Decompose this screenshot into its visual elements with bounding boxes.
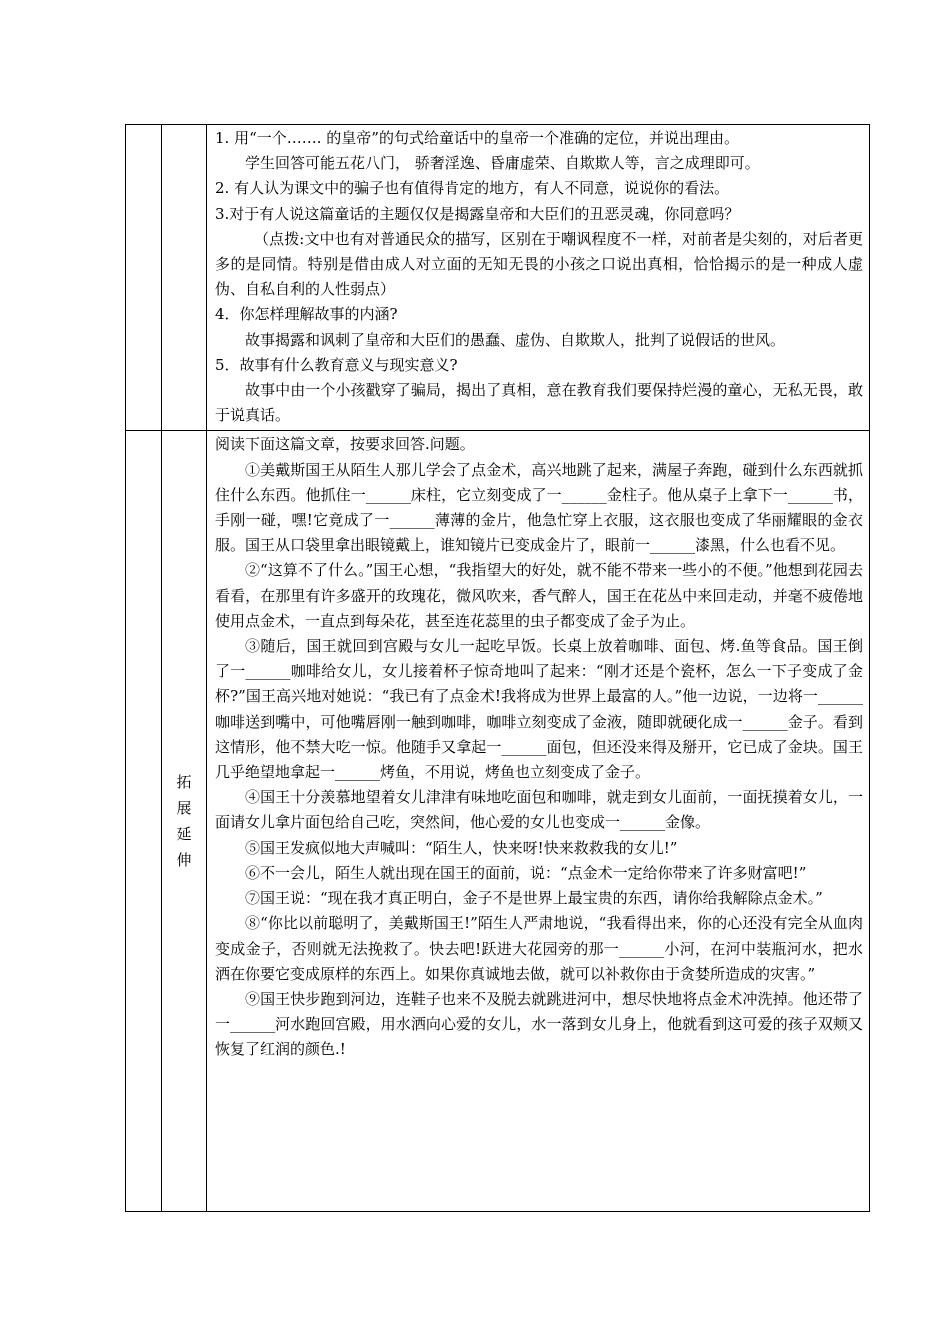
paragraph-8: ⑧“你比以前聪明了，美戴斯国王!”陌生人严肃地说，“我看得出来，你的心还没有完全从血肉变成金子，否则就无法挽救了。快去吧!跃进大花园旁的那一______小河，在河中装瓶河水，把水洒在你要它变成原样的东西上。如果你真诚地去做，就可以补救你由于贪婪所造成的灾害。” [215, 914, 863, 983]
reading-intro: 阅读下面这篇文章，按要求回答.问题。 [215, 435, 475, 454]
reading-cell [207, 431, 870, 1212]
question-2: 2. 有人认为课文中的骗子也有值得肯定的地方，有人不同意，说说你的看法。 [215, 179, 730, 198]
paragraph-9: ⑨国王快步跑到河边，连鞋子也来不及脱去就跳进河中，想尽快地将点金术冲洗掉。他还带了一______河水跑回宫殿，用水洒向心爱的女儿，水一落到女儿身上，他就看到这可爱的孩子双颊又恢复了红润的颜色.! [215, 989, 863, 1059]
section-label: 拓展延伸 [176, 773, 192, 870]
paragraph-2: ②“这算不了什么。”国王心想，“我指望大的好处，就不能不带来一些小的不便。”他想到花园去看看，在那里有许多盛开的玫瑰花，微风吹来，香气醉人，国王在花丛中来回走动，并毫不疲倦地使用点金术，一直点到每朵花，甚至连花蕊里的虫子都变成了金子为止。 [215, 561, 863, 630]
answer-1: 学生回答可能五花八门， 骄奢淫逸、昏庸虚荣、自欺欺人等，言之成理即可。 [245, 154, 760, 173]
paragraph-5: ⑤国王发疯似地大声喊叫：“陌生人，快来呀!快来救救我的女儿!” [245, 838, 678, 857]
paragraph-4: ④国王十分羡慕地望着女儿津津有味地吃面包和咖啡，就走到女儿面前，一面抚摸着女儿，一面请女儿拿片面包给自己吃，突然间，他心爱的女儿也变成一______金像。 [215, 788, 863, 832]
answer-4: 故事揭露和讽刺了皇帝和大臣们的愚蠢、虚伪、自欺欺人，批判了说假话的世风。 [245, 330, 786, 349]
paragraph-6: ⑥不一会儿，陌生人就出现在国王的面前，说：“点金术一定给你带来了许多财富吧!” [245, 863, 807, 882]
blank-cell-left-2 [126, 431, 162, 1212]
paragraph-7: ⑦国王说：“现在我才真正明白，金子不是世界上最宝贵的东西，请你给我解除点金术。” [245, 889, 823, 908]
blank-cell-left [126, 125, 162, 431]
table-row-discussion [126, 125, 870, 431]
blank-cell-label [162, 125, 207, 431]
question-1: 1. 用“一个……. 的皇帝”的句式给童话中的皇帝一个准确的定位，并说出理由。 [215, 129, 739, 147]
question-5: 5．故事有什么教育意义与现实意义? [215, 355, 458, 374]
paragraph-1: ①美戴斯国王从陌生人那儿学会了点金术，高兴地跳了起来，满屋子奔跑，碰到什么东西就抓住什么东西。他抓住一______床柱，它立刻变成了一______金柱子。他从桌子上拿下一______书，手刚一碰，嘿!它竟成了一______薄薄的金片，他急忙穿上衣服，这衣服也变成了华丽耀眼的金衣服。国王从口袋里拿出眼镜戴上，谁知镜片已变成金片了，眼前一______漆黑，什么也看不见。 [215, 460, 863, 555]
lesson-table [125, 124, 870, 1212]
discussion-cell [207, 125, 870, 431]
answer-5: 故事中由一个小孩戳穿了骗局，揭出了真相，意在教育我们要保持烂漫的童心，无私无畏，敢于说真话。 [215, 381, 863, 425]
table-row-extension [126, 431, 870, 1212]
question-3: 3.对于有人说这篇童话的主题仅仅是揭露皇帝和大臣们的丑恶灵魂，你同意吗？ [215, 204, 740, 223]
paragraph-3: ③随后，国王就回到宫殿与女儿一起吃早饭。长桌上放着咖啡、面包、烤.鱼等食品。国王倒了一______咖啡给女儿，女儿接着杯子惊奇地叫了起来：“刚才还是个瓷杯，怎么一下子变成了金杯?”国王高兴地对她说：“我已有了点金术!我将成为世界上最富的人。”他一边说，一边将一______咖啡送到嘴中，可他嘴唇刚一触到咖啡，咖啡立刻变成了金液，随即就硬化成一______金子。看到这情形，他不禁大吃一惊。他随手又拿起一______面包，但还没来得及掰开，它已成了金块。国王几乎绝望地拿起一______烤鱼，不用说，烤鱼也立刻变成了金子。 [215, 637, 863, 782]
question-4: 4．你怎样理解故事的内涵? [215, 305, 398, 324]
section-label-cell [162, 431, 207, 1212]
hint-3: （点拨:文中也有对普通民众的描写，区别在于嘲讽程度不一样，对前者是尖刻的，对后者更多的是同情。特别是借由成人对立面的无知无畏的小孩之口说出真相，恰恰揭示的是一种成人虚伪、自私自利的人性弱点） [215, 229, 863, 299]
